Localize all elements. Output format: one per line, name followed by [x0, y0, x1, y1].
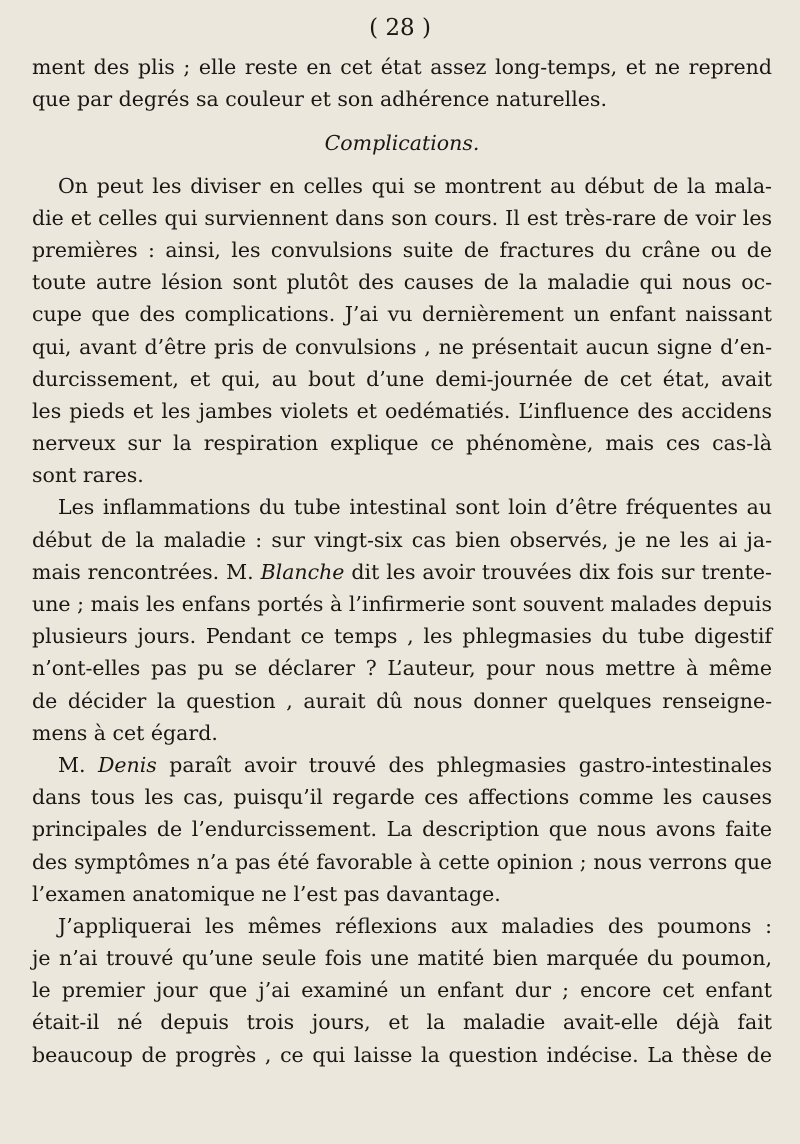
text-line: une ; mais les enfans portés à l’infirmerie sont souvent malades depuis	[32, 592, 772, 616]
text-line: que par degrés sa couleur et son adhérence naturelles.	[32, 87, 607, 112]
section-heading: Complications.	[324, 131, 480, 156]
text-line: sont rares.	[32, 463, 144, 488]
text-line: premières : ainsi, les convulsions suite de fractures du crâne ou de	[32, 237, 772, 262]
text-line: die et celles qui surviennent dans son cours. Il est très-rare de voir les	[32, 205, 772, 230]
text-line: beaucoup de progrès , ce qui laisse la question indécise. La thèse de	[32, 1042, 772, 1067]
text-line: nerveux sur la respiration explique ce phénomène, mais ces cas-là	[32, 431, 772, 456]
text-line: l’examen anatomique ne l’est pas davantage.	[32, 881, 501, 906]
page-number: ( 28 )	[369, 15, 431, 41]
text-line: dans tous les cas, puisqu’il regarde ces affections comme les causes	[32, 785, 772, 810]
author-name: Denis	[97, 752, 157, 777]
text-line: des symptômes n’a pas été favorable à cette opinion ; nous verrons que	[32, 849, 772, 874]
text-line: cupe que des complications. J’ai vu dernièrement un enfant naissant	[32, 302, 772, 327]
text-line: durcissement, et qui, au bout d’une demi-journée de cet état, avait	[32, 366, 772, 391]
text-line: le premier jour que j’ai examiné un enfant dur ; encore cet enfant	[32, 978, 772, 1003]
text-line: plusieurs jours. Pendant ce temps , les phlegmasies du tube digestif	[32, 624, 772, 649]
text-line: mens à cet égard.	[32, 720, 218, 745]
text-line: mais rencontrées. M. Blanche dit les avoir trouvées dix fois sur trente-	[32, 559, 772, 584]
author-name: Blanche	[260, 559, 345, 584]
text-line: les pieds et les jambes violets et oedématiés. L’influence des accidens	[32, 398, 772, 423]
text-line: M. Denis paraît avoir trouvé des phlegmasies gastro-intestinales	[58, 752, 772, 777]
text-line: On peut les diviser en celles qui se montrent au début de la mala-	[58, 173, 772, 198]
text-line: Les inflammations du tube intestinal sont loin d’être fréquentes au	[58, 495, 772, 520]
text-line: toute autre lésion sont plutôt des causes de la maladie qui nous oc-	[32, 270, 772, 295]
text-line: principales de l’endurcissement. La description que nous avons faite	[32, 817, 772, 842]
text-line: de décider la question , aurait dû nous donner quelques renseigne-	[32, 688, 772, 713]
text-line: qui, avant d’être pris de convulsions , ne présentait aucun signe d’en-	[32, 334, 772, 359]
text-line: début de la maladie : sur vingt-six cas bien observés, je ne les ai ja-	[32, 527, 772, 552]
text-line: était-il né depuis trois jours, et la maladie avait-elle déjà fait	[32, 1010, 772, 1035]
text-line: n’ont-elles pas pu se déclarer ? L’auteur, pour nous mettre à même	[32, 656, 772, 681]
text-line: J’appliquerai les mêmes réflexions aux maladies des poumons :	[58, 913, 772, 938]
page-text	[32, 51, 772, 1071]
text-line: ment des plis ; elle reste en cet état assez long-temps, et ne reprend	[32, 55, 772, 79]
text-line: je n’ai trouvé qu’une seule fois une matité bien marquée du poumon,	[32, 946, 772, 971]
